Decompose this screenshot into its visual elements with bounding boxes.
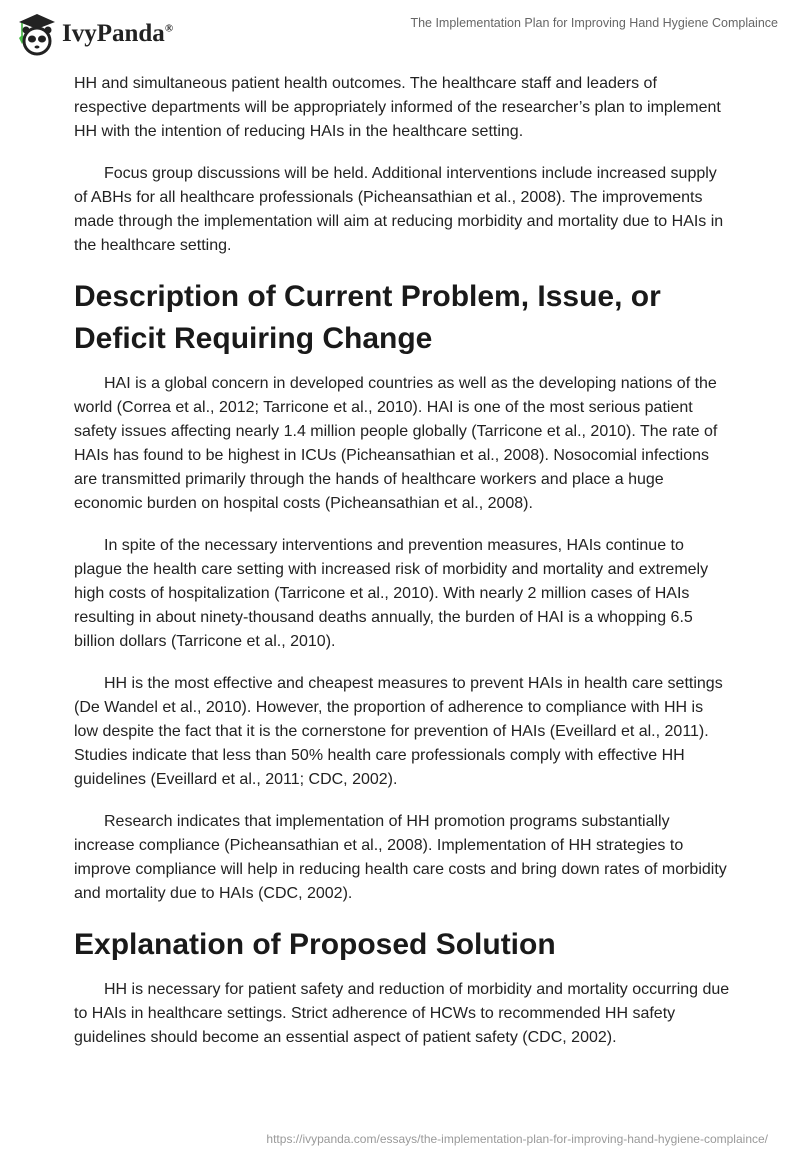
source-url[interactable]: https://ivypanda.com/essays/the-implementation-plan-for-improving-hand-hygiene-complaince/ xyxy=(266,1132,768,1146)
document-title: The Implementation Plan for Improving Hand Hygiene Complaince xyxy=(410,16,778,30)
section-heading: Description of Current Problem, Issue, or Deficit Requiring Change xyxy=(74,280,661,355)
paragraph: HH is necessary for patient safety and reduction of morbidity and mortality occurring due to HAIs in healthcare settings. Strict adherence of HCWs to recommended HH safety guidelines should become an essential aspect of patient safety (CDC, 2002). xyxy=(74,981,730,1046)
panda-logo-icon xyxy=(18,12,56,56)
section-heading: Explanation of Proposed Solution xyxy=(74,928,556,961)
logo-text: IvyPanda® xyxy=(62,20,174,47)
logo[interactable] xyxy=(18,12,173,56)
paragraph: Focus group discussions will be held. Additional interventions include increased supply of ABHs for all healthcare professionals (Picheansathian et al., 2008). The improvements made through the implementation will aim at reducing morbidity and mortality due to HAIs in the healthcare setting. xyxy=(74,165,724,254)
paragraph: In spite of the necessary interventions and prevention measures, HAIs continue to plague the health care setting with increased risk of morbidity and mortality and extremely high costs of hospitalization (Tarricone et al., 2010). With nearly 2 million cases of HAIs resulting in about ninety-thousand deaths annually, the burden of HAI is a whopping 6.5 billion dollars (Tarricone et al., 2010). xyxy=(74,537,709,650)
paragraph: HH and simultaneous patient health outcomes. The healthcare staff and leaders of respective departments will be appropriately informed of the researcher’s plan to implement HH with the intention of reducing HAIs in the healthcare setting. xyxy=(74,75,721,140)
document-body xyxy=(74,72,730,1068)
paragraph: Research indicates that implementation of HH promotion programs substantially increase compliance (Picheansathian et al., 2008). Implementation of HH strategies to improve compliance will help in reducing health care costs and bring down rates of morbidity and mortality due to HAIs (CDC, 2002). xyxy=(74,813,727,902)
paragraph: HAI is a global concern in developed countries as well as the developing nations of the world (Correa et al., 2012; Tarricone et al., 2010). HAI is one of the most serious patient safety issues affecting nearly 1.4 million people globally (Tarricone et al., 2010). The rate of HAIs has found to be highest in ICUs (Picheansathian et al., 2008). Nosocomial infections are transmitted primarily through the hands of healthcare workers and place a huge economic burden on hospital costs (Picheansathian et al., 2008). xyxy=(74,375,718,512)
paragraph: HH is the most effective and cheapest measures to prevent HAIs in health care settings (De Wandel et al., 2010). However, the proportion of adherence to compliance with HH is low despite the fact that it is the cornerstone for prevention of HAIs (Eveillard et al., 2011). Studies indicate that less than 50% health care professionals comply with effective HH guidelines (Eveillard et al., 2011; CDC, 2002). xyxy=(74,675,723,788)
